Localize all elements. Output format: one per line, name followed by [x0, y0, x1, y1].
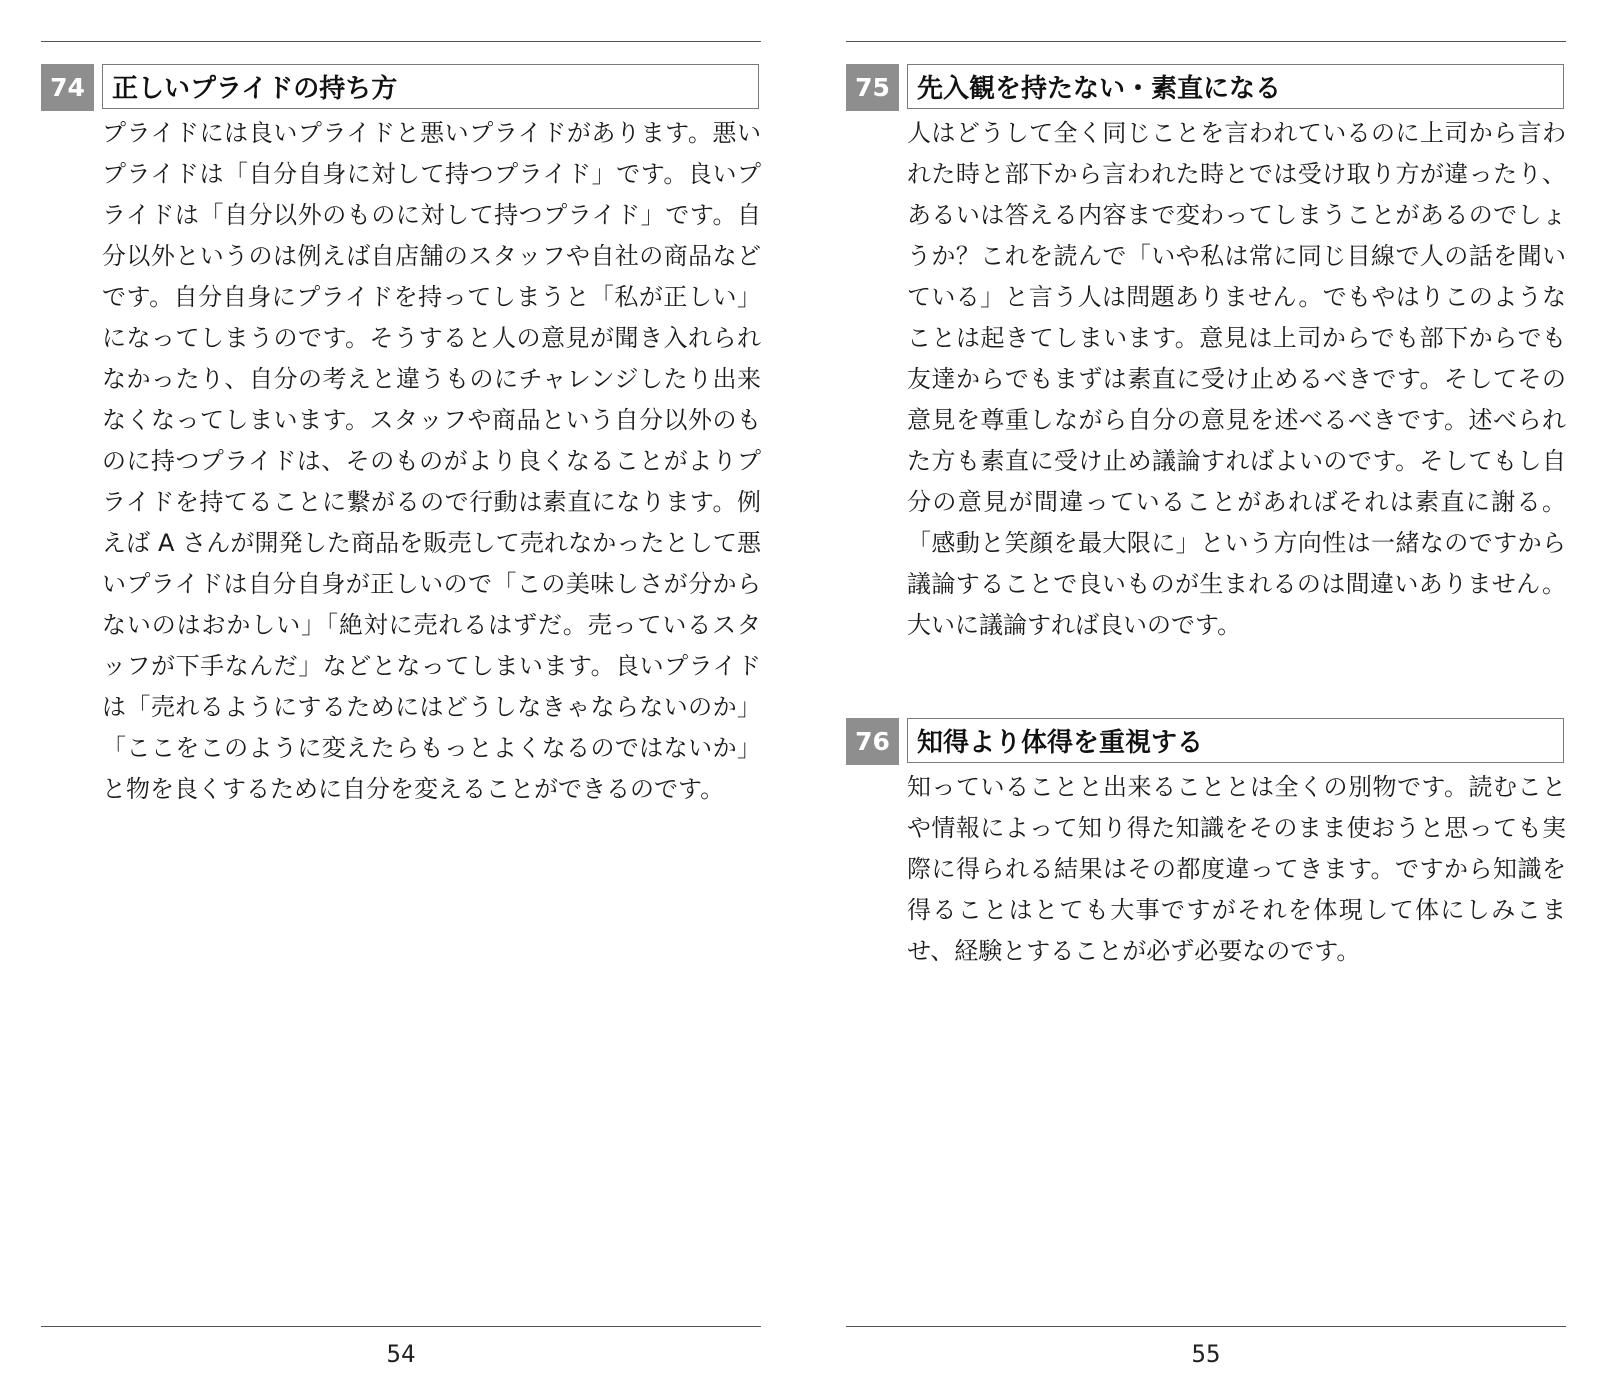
section-76 — [846, 718, 1566, 972]
section-number-badge: 74 — [41, 64, 94, 111]
section-body: プライドには良いプライドと悪いプライドがあります。悪いプライドは「自分自身に対して持つプライド」です。良いプライドは「自分以外のものに対して持つプライド」です。自分以外というのは例えば自店舗のスタッフや自社の商品などです。自分自身にプライドを持ってしまうと「私が正しい」になってしまうのです。そうすると人の意見が聞き入れられなかったり、自分の考えと違うものにチャレンジしたり出来なくなってしまいます。スタッフや商品という自分以外のものに持つプライドは、そのものがより良くなることがよりプライドを持てることに繋がるので行動は素直になります。例えば A さんが開発した商品を販売して売れなかったとして悪いプライドは自分自身が正しいので「この美味しさが分からないのはおかしい」「絶対に売れるはずだ。売っているスタッフが下手なんだ」などとなってしまいます。良いプライドは「売れるようにするためにはどうしなきゃならないのか」「ここをこのように変えたらもっとよくなるのではないか」と物を良くするために自分を変えることができるのです。 — [102, 119, 761, 803]
bottom-rule — [41, 1326, 761, 1327]
section-title: 先入観を持たない・素直になる — [907, 64, 1564, 109]
section-body: 知っていることと出来ることとは全くの別物です。読むことや情報によって知り得た知識をそのまま使おうと思っても実際に得られる結果はその都度違ってきます。ですから知識を得ることはとても大事ですがそれを体現して体にしみこませ、経験とすることが必ず必要なのです。 — [907, 773, 1566, 965]
top-rule — [41, 41, 761, 42]
section-title: 知得より体得を重視する — [907, 718, 1564, 763]
page-left — [41, 0, 761, 1400]
top-rule — [846, 41, 1566, 42]
section-title: 正しいプライドの持ち方 — [102, 64, 759, 109]
section-body: 人はどうして全く同じことを言われているのに上司から言われた時と部下から言われた時とでは受け取り方が違ったり、あるいは答える内容まで変わってしまうことがあるのでしょうか？これを読んで「いや私は常に同じ目線で人の話を聞いている」と言う人は問題ありません。でもやはりこのようなことは起きてしまいます。意見は上司からでも部下からでも友達からでもまずは素直に受け止めるべきです。そしてその意見を尊重しながら自分の意見を述べるべきです。述べられた方も素直に受け止め議論すればよいのです。そしてもし自分の意見が間違っていることがあればそれは素直に謝る。「感動と笑顔を最大限に」という方向性は一緒なのですから議論することで良いものが生まれるのは間違いありません。大いに議論すれば良いのです。 — [907, 119, 1566, 639]
page-number: 55 — [1191, 1340, 1221, 1368]
section-number-badge: 75 — [846, 64, 899, 111]
bottom-rule — [846, 1326, 1566, 1327]
section-heading — [846, 64, 1566, 111]
section-75 — [846, 64, 1566, 646]
page-number: 54 — [386, 1340, 416, 1368]
section-heading — [41, 64, 761, 111]
page-right — [846, 0, 1566, 1400]
section-74 — [41, 64, 761, 810]
section-heading — [846, 718, 1566, 765]
section-number-badge: 76 — [846, 718, 899, 765]
